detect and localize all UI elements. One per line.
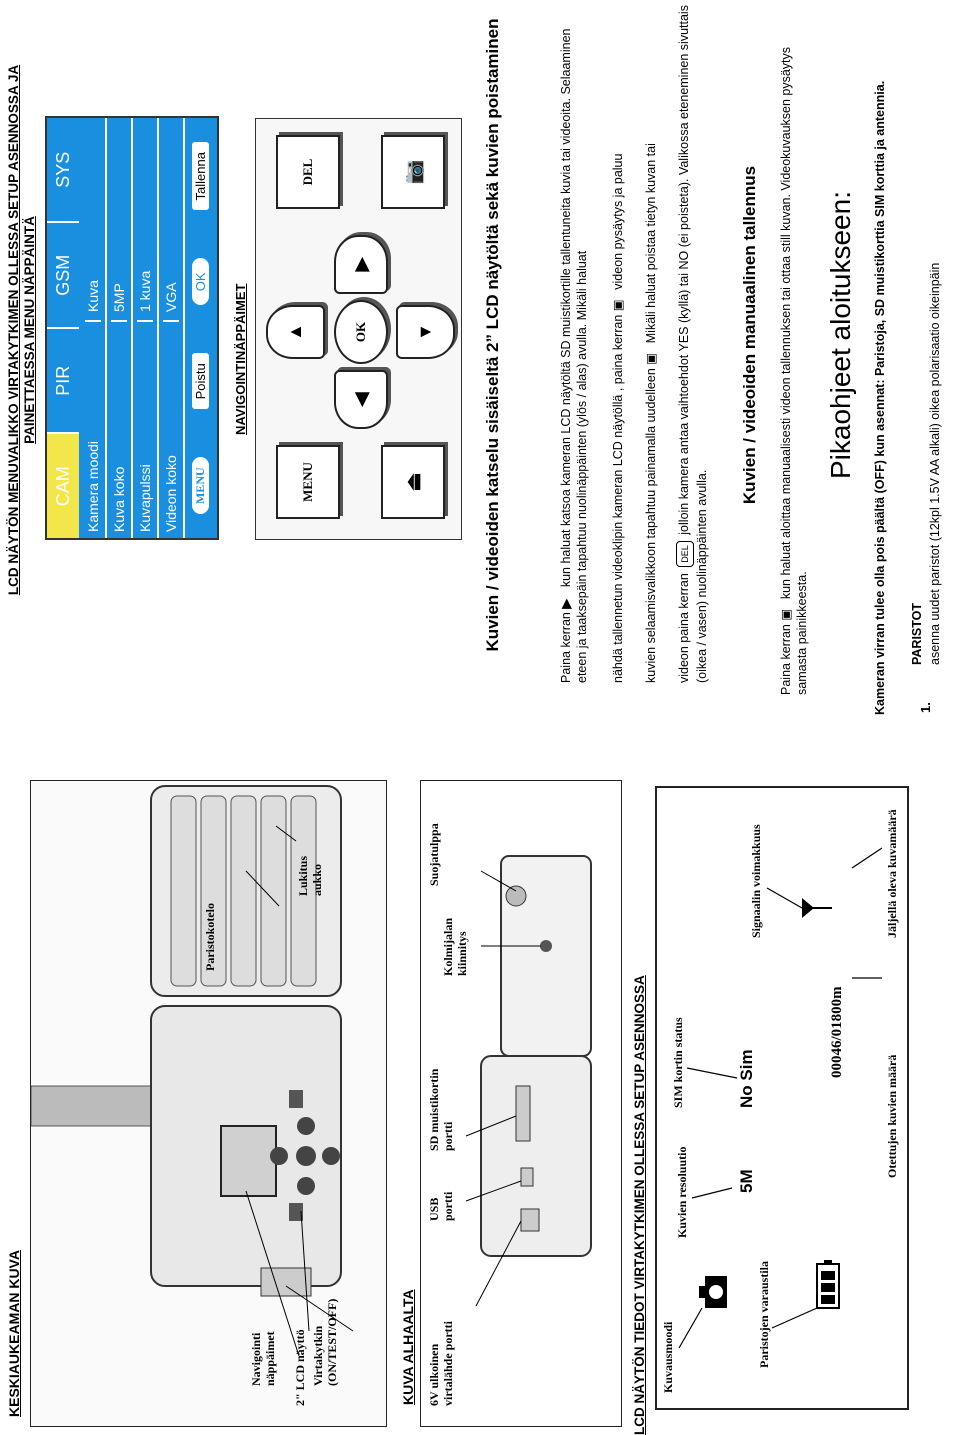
left-title: KESKIAUKEAMAN KUVA	[6, 1250, 22, 1417]
lcd-value-counter: 00046/01800m	[829, 986, 845, 1078]
nav-del-button[interactable]: DEL	[276, 135, 340, 209]
menu-row-key: Kuvapulssi	[137, 320, 153, 538]
label-cover: Suojatulppa	[427, 823, 441, 886]
nav-shutter-button[interactable]	[381, 135, 445, 209]
menu-rows	[81, 118, 185, 538]
p4b: jolloin kamera antaa vaihtoehdot YES (kyllä) tai NO (ei poisteta). Valikossa eteneminen sivuttais (oikea / vasen) nuolinäppäinten avulla.	[677, 5, 709, 683]
arrow-left-icon: ◀	[350, 392, 371, 407]
quick-title: Pikaohjeet aloitukseen:	[825, 191, 856, 479]
section1-title: Kuvien / videoiden katselu sisäiseltä 2” LCD näytöltä sekä kuvien poistaminen	[483, 18, 502, 652]
camera-icon: ▣	[611, 299, 625, 312]
p2a: nähdä tallennetun videoklipin kameran LCD näytöllä , paina kerran	[611, 314, 625, 683]
label-usb: USB portti	[427, 1191, 455, 1221]
menu-row-key: Kamera moodi	[85, 320, 101, 538]
lcd-value-res: 5M	[737, 1169, 756, 1193]
softkey-tallenna[interactable]: Tallenna	[192, 142, 209, 210]
p2b: videon pysäytys ja paluu	[611, 153, 625, 290]
nav-menu-button[interactable]: MENU	[276, 445, 340, 519]
menu-row[interactable]	[159, 118, 185, 538]
p3b: Mikäli haluat poistaa tietyn kuvan tai	[644, 143, 658, 344]
list-head: PARISTOT	[910, 602, 924, 665]
section1-para2	[610, 3, 626, 683]
menu-row-value: 1 kuva	[137, 270, 153, 312]
menu-row-key: Videon koko	[163, 320, 179, 538]
lcd-label-mode: Kuvausmoodi	[661, 1321, 675, 1393]
del-icon: DEL	[676, 541, 694, 567]
lcd-label-resolution: Kuvien resoluutio	[675, 1146, 689, 1238]
arrow-right-icon: ▶	[350, 257, 371, 272]
lcd-value-sim: No Sim	[737, 1049, 756, 1108]
tab-sys[interactable]: SYS	[52, 151, 73, 188]
softkey-menu[interactable]: MENU	[192, 457, 209, 514]
nav-left-button[interactable]	[334, 370, 388, 429]
tab-cam[interactable]: CAM	[47, 433, 79, 539]
label-power: Virtakytkin (ON/TEST/OFF)	[311, 1298, 339, 1386]
label-battery-case: Paristokotelo	[203, 903, 217, 971]
softkey-poistu[interactable]: Poistu	[192, 353, 209, 409]
nav-right-button[interactable]	[334, 235, 388, 294]
arrow-up-icon: ▲	[285, 323, 305, 341]
camera-icon: ▣	[779, 608, 793, 621]
label-sd: SD muistikortin portti	[427, 1068, 455, 1151]
menu-row-value: 5MP	[111, 283, 127, 312]
camera-bottom-photo	[420, 780, 622, 1427]
menu-row-value: Kuva	[85, 280, 101, 312]
arrow-down-icon: ▼	[415, 323, 435, 341]
lcd-label-battery: Paristojen varaustila	[757, 1261, 771, 1368]
p4a: videon paina kerran	[677, 573, 691, 683]
menu-softkeys	[185, 118, 215, 538]
menu-row[interactable]	[107, 118, 133, 538]
section2-para	[778, 5, 810, 695]
nav-panel	[255, 118, 462, 540]
section2-title: Kuvien / videoiden manuaalinen tallennus	[740, 165, 759, 505]
p1a: Paina kerran	[559, 612, 573, 683]
play-icon: ▶	[559, 599, 573, 609]
lcd-label-sim: SIM kortin status	[671, 1017, 685, 1108]
menu-row-value: VGA	[163, 282, 179, 312]
p5b: kun haluat aloittaa manuaalisesti videon tallennuksen tai ottaa still kuvan. Videokuvauksen pysäytys samasta painikkeesta.	[779, 46, 809, 695]
p3a: kuvien selaamisvalikkoon tapahtuu painamalla uudelleen	[644, 368, 658, 683]
label-lcd: 2" LCD näyttö	[293, 1329, 307, 1406]
section1-para3	[643, 3, 659, 683]
bottom-view-title: KUVA ALHAALTA	[400, 1289, 416, 1405]
list-text: asenna uudet paristot (12kpl 1.5V AA alkali) oikea polarisaatio oikeinpäin	[928, 262, 942, 665]
label-ext-power: 6V ulkoinen virtalähde portti	[427, 1321, 455, 1406]
lcd-info-drawing	[657, 788, 907, 1408]
label-lock-hole: Lukitus aukko	[296, 855, 324, 896]
nav-ok-button[interactable]: OK	[334, 300, 388, 364]
nav-up-button[interactable]	[266, 305, 325, 359]
p1b: kun haluat katsoa kameran LCD näytöltä SD muistikortille tallentuneita kuvia tai videoita. Selaaminen eteen ja taaksepäin tapahtuu nuolinäppäinten (ylös / alas) avulla. Mikäli haluat	[559, 28, 589, 683]
camera-icon: 📷	[402, 159, 425, 185]
tab-pir[interactable]: PIR	[47, 327, 79, 433]
section1-para4	[676, 3, 710, 683]
nav-play-button[interactable]	[381, 445, 445, 519]
p5a: Paina kerran	[779, 624, 793, 695]
section1-para1	[558, 3, 590, 683]
quick-subtitle: Kameran virran tulee olla pois päältä (OFF) kun asennat: Paristoja, SD muistikorttia SIM korttia ja antennia.	[873, 80, 887, 715]
camera-icon: ▣	[644, 352, 658, 365]
lcd-label-remaining: Jäljellä oleva kuvamäärä	[885, 809, 899, 938]
softkey-ok[interactable]: OK	[192, 258, 209, 305]
menu-tabs	[47, 118, 79, 538]
camera-front-photo	[30, 780, 387, 1427]
lcd-info-diagram	[655, 786, 909, 1410]
lcd-label-signal: Signaalin voimakkuus	[749, 824, 763, 938]
menu-row[interactable]	[133, 118, 159, 538]
menu-title: LCD NÄYTÖN MENUVALIKKO VIRTAKYTKIMEN OLLESSA SETUP ASENNOSSA JA PAINETTAESSA MENU NÄPPÄINTÄ	[6, 64, 37, 596]
nav-title: NAVIGOINTINÄPPÄIMET	[233, 283, 248, 435]
label-tripod: Kolmijalan kiinnitys	[441, 917, 469, 976]
play-icon: ⏏	[402, 472, 425, 492]
lcd-section-title: LCD NÄYTÖN TIEDOT VIRTAKYTKIMEN OLLESSA SETUP ASENNOSSA	[632, 975, 647, 1435]
label-nav: Navigointi näppäimet	[249, 1331, 277, 1386]
nav-down-button[interactable]	[396, 305, 455, 359]
lcd-label-taken: Otettujen kuvien määrä	[885, 1054, 899, 1178]
menu-row-key: Kuva koko	[111, 320, 127, 538]
tab-gsm[interactable]: GSM	[47, 222, 79, 328]
menu-row[interactable]	[81, 118, 107, 538]
menu-screen	[45, 116, 219, 540]
list-num: 1.	[918, 702, 933, 713]
